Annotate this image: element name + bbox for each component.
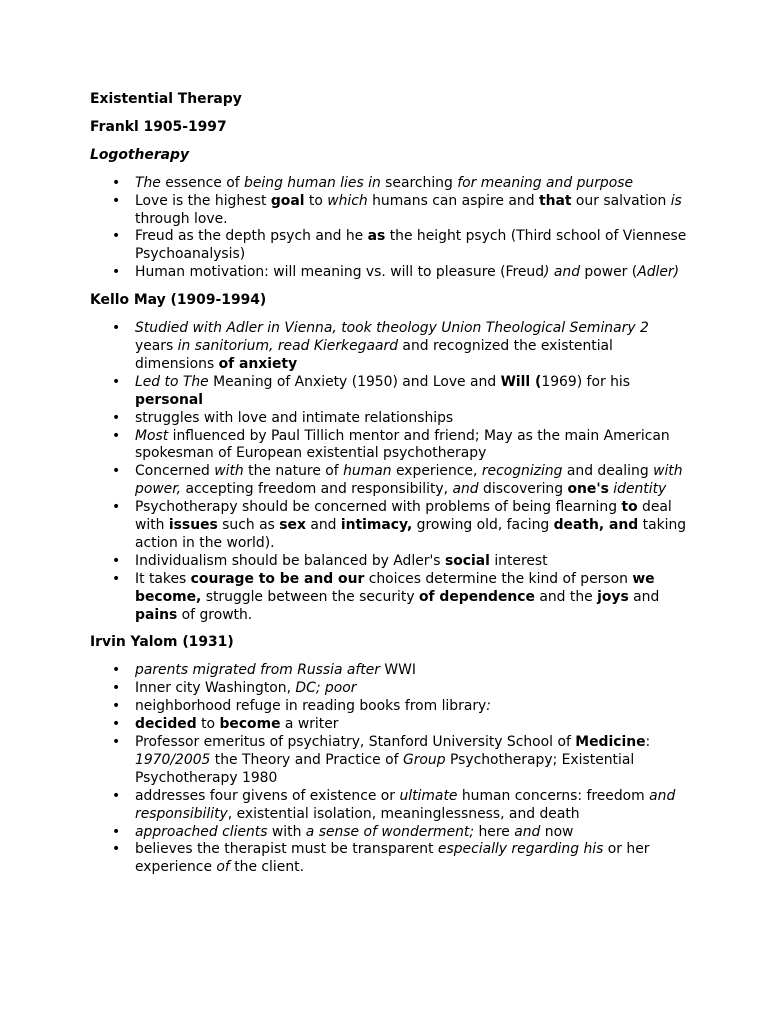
section-may: [90, 292, 690, 624]
text-run: to: [304, 192, 328, 209]
text-run: Meaning of Anxiety (1950) and Love and: [208, 373, 501, 390]
text-run: in sanitorium, read Kierkegaard: [177, 337, 399, 354]
section-heading-yalom: Irvin Yalom (1931): [90, 634, 234, 651]
text-run: recognizing: [481, 463, 563, 480]
text-run: goal: [270, 192, 305, 209]
text-run: the client.: [229, 859, 304, 876]
text-run: choices determine the kind of person: [364, 570, 633, 587]
text-run: sex: [279, 517, 306, 534]
text-run: , existential isolation, meaninglessness, and death: [227, 805, 580, 822]
section-frankl: [90, 119, 690, 282]
section-heading-may: Kello May (1909-1994): [90, 292, 267, 309]
text-run: courage to be and our: [190, 570, 365, 587]
text-run: 1969) for his: [541, 373, 630, 390]
text-run: identity: [613, 481, 667, 498]
text-run: now: [540, 823, 574, 840]
text-run: struggle between the security: [201, 588, 419, 605]
text-run: discovering: [478, 481, 568, 498]
text-run: interest: [489, 552, 548, 569]
list-item: [90, 824, 690, 842]
text-run: Studied with Adler in Vienna, took theology Union Theological Seminary 2: [135, 320, 649, 337]
text-run: parents migrated from Russia after: [135, 662, 381, 679]
section-heading-frankl: Frankl 1905-1997: [90, 118, 227, 135]
list-item: [90, 499, 690, 553]
list-item: [90, 571, 690, 625]
text-run: Concerned: [135, 463, 215, 480]
list-item: [90, 788, 690, 824]
text-run: years: [135, 337, 178, 354]
text-run: a writer: [280, 716, 339, 733]
text-run: joys: [597, 588, 629, 605]
text-run: the nature of: [243, 463, 344, 480]
text-run: and: [514, 823, 541, 840]
text-run: and dealing: [562, 463, 654, 480]
text-run: for meaning and purpose: [457, 174, 634, 191]
list-item: [90, 734, 690, 788]
text-run: the Theory and Practice of: [210, 751, 403, 768]
text-run: :: [645, 734, 651, 750]
list-item: [90, 228, 690, 264]
text-run: and: [452, 481, 479, 498]
text-run: being human lies in: [244, 174, 381, 191]
text-run: struggles with love and intimate relationships: [135, 409, 454, 426]
text-run: Adler): [637, 264, 680, 281]
text-run: addresses four givens of existence or: [135, 787, 400, 804]
text-run: with: [214, 463, 244, 480]
text-run: human concerns: freedom: [457, 787, 650, 804]
text-run: experience,: [391, 463, 482, 480]
text-run: especially regarding his: [437, 841, 604, 858]
document-body: [90, 91, 690, 887]
text-run: personal: [135, 391, 204, 408]
list-item: [90, 193, 690, 229]
text-run: Inner city Washington,: [135, 680, 296, 697]
text-run: one's: [567, 481, 609, 498]
section-yalom: [90, 634, 690, 877]
text-run: issues: [168, 517, 218, 534]
list-item: [90, 320, 690, 374]
text-run: neighborhood refuge in reading books from library: [135, 698, 487, 715]
list-item: [90, 374, 690, 410]
text-run: power (: [580, 264, 638, 281]
text-run: social: [444, 552, 490, 569]
list-item: [90, 264, 690, 282]
bullet-list-frankl: [90, 175, 690, 282]
text-run: taking action in the world).: [135, 517, 687, 551]
text-run: :: [486, 698, 491, 715]
text-run: Will (: [500, 373, 542, 390]
text-run: 1970/2005: [135, 751, 211, 768]
text-run: influenced by Paul Tillich mentor and friend; May as the main American spokesman of European existential psychotherapy: [135, 427, 670, 462]
list-item: [90, 553, 690, 571]
text-run: we become,: [135, 570, 655, 605]
text-run: or her experience: [135, 841, 650, 876]
list-item: [90, 662, 690, 680]
text-run: and: [628, 588, 660, 605]
subheading-logotherapy: Logotherapy: [90, 146, 190, 163]
text-run: Individualism should be balanced by Adler's: [135, 552, 445, 569]
list-item: [90, 841, 690, 877]
text-run: of: [216, 859, 230, 876]
text-run: and responsibility: [135, 787, 676, 822]
text-run: through love.: [135, 210, 228, 227]
text-run: Most: [135, 427, 169, 444]
text-run: as: [367, 228, 386, 245]
text-run: and: [305, 517, 341, 534]
list-item: [90, 428, 690, 464]
text-run: pains: [135, 606, 178, 623]
list-item: [90, 698, 690, 716]
text-run: It takes: [135, 570, 191, 587]
text-run: essence of: [160, 174, 245, 191]
text-run: with: [267, 823, 306, 840]
text-run: Psychotherapy should be concerned with problems of being flearning: [135, 499, 622, 516]
text-run: of growth.: [177, 606, 253, 623]
text-run: Psychotherapy; Existential Psychotherapy 1980: [135, 751, 635, 786]
text-run: that: [538, 192, 572, 209]
text-run: such as: [217, 517, 280, 534]
text-run: DC; poor: [295, 680, 357, 697]
text-run: The: [135, 174, 161, 191]
text-run: to: [621, 499, 638, 516]
list-item: [90, 410, 690, 428]
text-run: death, and: [553, 517, 639, 534]
text-run: believes the therapist must be transparent: [135, 841, 438, 858]
text-run: ) and: [544, 264, 581, 281]
text-run: and the: [534, 588, 598, 605]
text-run: Group: [402, 751, 446, 768]
text-run: approached clients: [135, 823, 268, 840]
list-item: [90, 175, 690, 193]
text-run: deal with: [135, 499, 672, 534]
text-run: with power,: [135, 463, 683, 498]
text-run: become: [219, 716, 281, 733]
text-run: searching: [380, 174, 458, 191]
text-run: Led to The: [135, 373, 209, 390]
text-run: WWI: [380, 662, 416, 679]
text-run: Professor emeritus of psychiatry, Stanford University School of: [135, 734, 576, 750]
text-run: decided: [135, 716, 197, 733]
text-run: our salvation: [571, 192, 671, 209]
text-run: Medicine: [575, 734, 646, 750]
text-run: here: [474, 823, 515, 840]
bullet-list-may: [90, 320, 690, 624]
text-run: accepting freedom and responsibility,: [181, 481, 453, 498]
list-item: [90, 680, 690, 698]
text-run: is: [670, 192, 682, 209]
list-item: [90, 463, 690, 499]
text-run: Love is the highest: [135, 192, 271, 209]
text-run: growing old, facing: [412, 517, 554, 534]
text-run: to: [196, 716, 220, 733]
document-title: Existential Therapy: [90, 91, 242, 107]
text-run: Human motivation: will meaning vs. will to pleasure (Freud: [135, 264, 545, 281]
text-run: of anxiety: [218, 355, 298, 372]
text-run: human: [343, 463, 392, 480]
text-run: ultimate: [399, 787, 458, 804]
text-run: humans can aspire and: [367, 192, 539, 209]
text-run: intimacy,: [340, 517, 413, 534]
text-run: of dependence: [418, 588, 535, 605]
bullet-list-yalom: [90, 662, 690, 877]
text-run: a sense of wonderment;: [305, 823, 475, 840]
list-item: [90, 716, 690, 734]
text-run: Freud as the depth psych and he: [135, 228, 368, 245]
text-run: which: [327, 192, 368, 209]
text-run: the height psych (Third school of Viennese Psychoanalysis): [135, 228, 687, 263]
text-run: and recognized the existential dimensions: [135, 337, 613, 372]
